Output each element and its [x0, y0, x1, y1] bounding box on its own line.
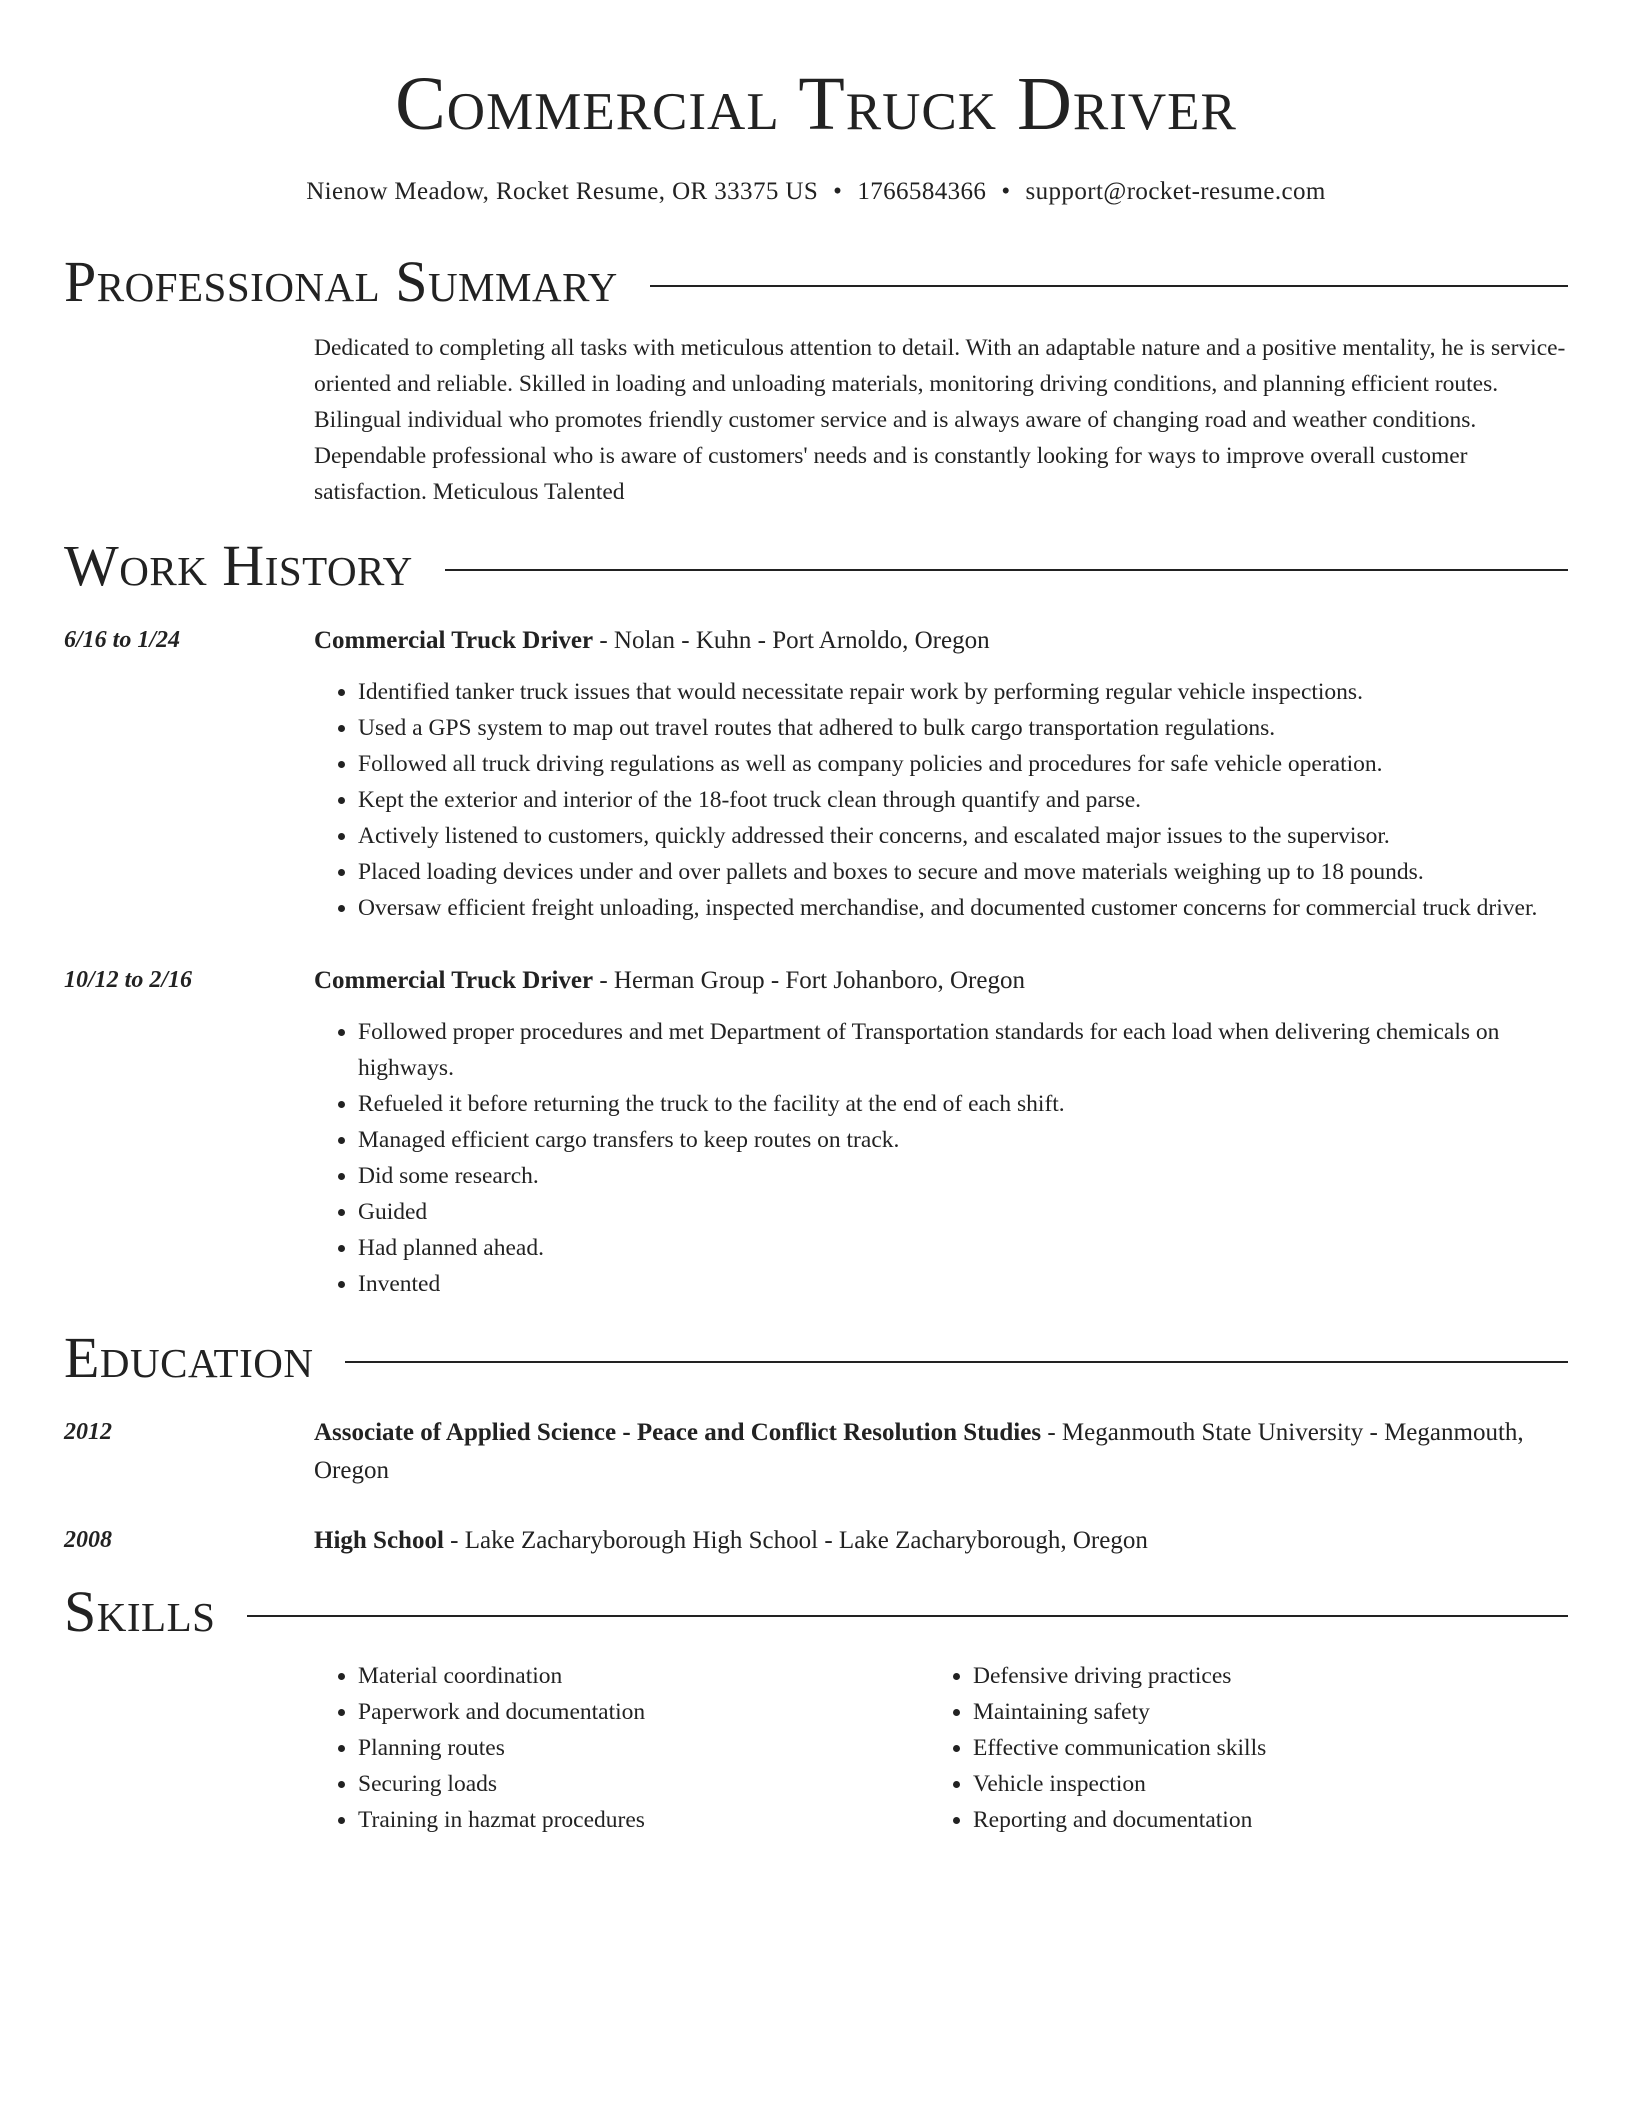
contact-phone: 1766584366: [857, 178, 987, 205]
skill-item: • Vehicle inspection: [973, 1766, 1544, 1802]
skill-item: • Securing loads: [358, 1766, 929, 1802]
work-section-header: [64, 534, 1568, 598]
work-heading: Work History: [64, 533, 413, 598]
skill-item: • Defensive driving practices: [973, 1658, 1544, 1694]
education-line: [314, 1522, 1568, 1560]
contact-line: [64, 176, 1568, 208]
job-duty: • Placed loading devices under and over pallets and boxes to secure and move materials weighing up to 18 pounds.: [358, 854, 1568, 890]
contact-separator: •: [833, 178, 843, 205]
section-divider: [650, 285, 1568, 287]
job-duty: • Managed efficient cargo transfers to keep routes on track.: [358, 1122, 1568, 1158]
contact-address: Nienow Meadow, Rocket Resume, OR 33375 US: [306, 178, 819, 205]
job-title: Commercial Truck Driver: [314, 627, 594, 654]
job-duty: • Guided: [358, 1194, 1568, 1230]
job-employer: - Nolan - Kuhn - Port Arnoldo, Oregon: [593, 627, 990, 654]
summary-section-header: [64, 250, 1568, 314]
education-entry: [64, 1522, 1568, 1560]
job-entry: [64, 962, 1568, 1302]
skill-item: • Effective communication skills: [973, 1730, 1544, 1766]
skills-heading: Skills: [64, 1579, 216, 1644]
job-duty: • Identified tanker truck issues that would necessitate repair work by performing regular vehicle inspections.: [358, 674, 1568, 710]
job-duty: • Did some research.: [358, 1158, 1568, 1194]
job-duty: • Had planned ahead.: [358, 1230, 1568, 1266]
job-title-line: [314, 622, 1568, 660]
education-entry: [64, 1414, 1568, 1490]
education-degree: Associate of Applied Science - Peace and Conflict Resolution Studies: [314, 1419, 1042, 1446]
education-school: - Meganmouth State University - Meganmouth, Oregon: [314, 1419, 1524, 1484]
skills-section-header: [64, 1580, 1568, 1644]
job-employer: - Herman Group - Fort Johanboro, Oregon: [593, 967, 1025, 994]
job-title: Commercial Truck Driver: [314, 967, 594, 994]
education-line: [314, 1414, 1568, 1490]
summary-text: Dedicated to completing all tasks with meticulous attention to detail. With an adaptable nature and a positive mentality, he is service-oriented and reliable. Skilled in loading and unloading materials, monitoring driving conditions, and planning efficient routes. Bilingual individual who promotes friendly customer service and is always aware of changing road and weather conditions. Dependable professional who is aware of customers' needs and is constantly looking for ways to improve overall customer satisfaction. Meticulous Talented: [314, 335, 1566, 505]
job-duty: • Refueled it before returning the truck to the facility at the end of each shift.: [358, 1086, 1568, 1122]
contact-separator: •: [1001, 178, 1011, 205]
education-body: [314, 1522, 1568, 1560]
skill-item: • Planning routes: [358, 1730, 929, 1766]
skill-item: • Maintaining safety: [973, 1694, 1544, 1730]
education-degree: High School: [314, 1527, 444, 1554]
education-heading: Education: [64, 1325, 314, 1390]
job-duty: • Kept the exterior and interior of the 18-foot truck clean through quantify and parse.: [358, 782, 1568, 818]
job-duty: • Invented: [358, 1266, 1568, 1302]
job-duties-list: [314, 1014, 1568, 1302]
job-duty: • Followed proper procedures and met Department of Transportation standards for each load when delivering chemicals on highways.: [358, 1014, 1568, 1086]
education-school: - Lake Zacharyborough High School - Lake Zacharyborough, Oregon: [443, 1527, 1148, 1554]
job-entry: [64, 622, 1568, 926]
skills-list-left: [314, 1658, 929, 1838]
section-divider: [345, 1361, 1568, 1363]
job-duty: • Actively listened to customers, quickly addressed their concerns, and escalated major issues to the supervisor.: [358, 818, 1568, 854]
contact-email: support@rocket-resume.com: [1025, 178, 1326, 205]
job-duty: • Oversaw efficient freight unloading, inspected merchandise, and documented customer concerns for commercial truck driver.: [358, 890, 1568, 926]
education-section-header: [64, 1326, 1568, 1390]
skills-list-right: [929, 1658, 1544, 1838]
job-duty: • Followed all truck driving regulations as well as company policies and procedures for safe vehicle operation.: [358, 746, 1568, 782]
job-duty: • Used a GPS system to map out travel routes that adhered to bulk cargo transportation regulations.: [358, 710, 1568, 746]
skill-item: • Training in hazmat procedures: [358, 1802, 929, 1838]
skills-grid: [314, 1658, 1568, 1838]
job-body: [314, 622, 1568, 926]
job-dates: 10/12 to 2/16: [64, 967, 193, 993]
skill-item: • Reporting and documentation: [973, 1802, 1544, 1838]
job-dates: 6/16 to 1/24: [64, 627, 181, 653]
education-year: 2008: [64, 1527, 112, 1553]
skill-item: • Paperwork and documentation: [358, 1694, 929, 1730]
summary-heading: Professional Summary: [64, 249, 618, 314]
section-divider: [445, 569, 1568, 571]
job-body: [314, 962, 1568, 1302]
education-year: 2012: [64, 1419, 112, 1445]
skill-item: • Material coordination: [358, 1658, 929, 1694]
education-body: [314, 1414, 1568, 1490]
job-duties-list: [314, 674, 1568, 926]
resume-name: Commercial Truck Driver: [395, 62, 1237, 146]
section-divider: [247, 1615, 1568, 1617]
job-title-line: [314, 962, 1568, 1000]
